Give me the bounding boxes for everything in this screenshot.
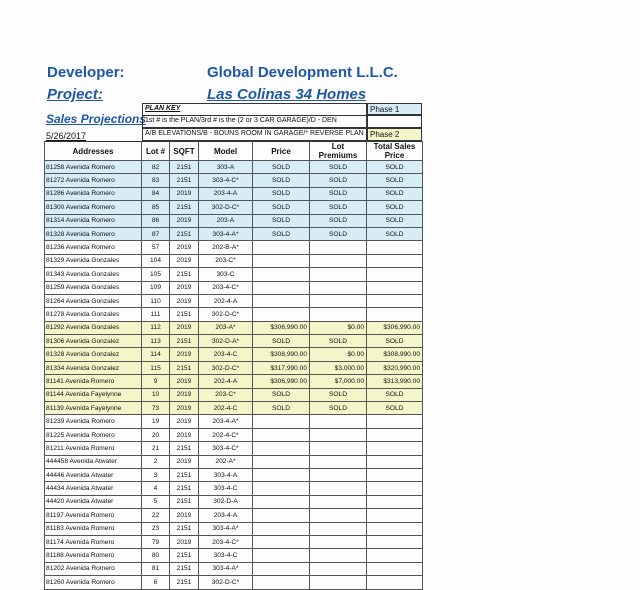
total-price-cell [367,562,423,575]
total-price-cell [367,468,423,481]
sqft-cell: 2151 [170,361,199,374]
address-cell: 81139 Avenida Fayelynne [45,402,142,415]
price-cell [253,415,310,428]
lot-premium-cell [310,308,367,321]
lot-premium-cell [310,535,367,548]
table-row [45,294,423,307]
address-cell: 444458 Avenida Atwater [45,455,142,468]
model-cell: 203-A* [199,321,253,334]
sqft-cell: 2151 [170,549,199,562]
table-row [45,375,423,388]
sqft-cell: 2019 [170,348,199,361]
lot-premium-cell [310,455,367,468]
price-cell [253,442,310,455]
sales-projections-title: Sales Projections [46,112,147,126]
lot-cell: 5 [142,495,170,508]
price-cell [253,455,310,468]
address-cell: 81343 Avenida Gonzales [45,268,142,281]
table-row [45,161,423,174]
lot-cell: 104 [142,254,170,267]
total-price-cell: SOLD [367,402,423,415]
sqft-cell: 2019 [170,402,199,415]
model-cell: 203-4-A* [199,415,253,428]
lot-cell: 57 [142,241,170,254]
table-row [45,482,423,495]
model-cell: 203-C* [199,254,253,267]
lot-cell: 110 [142,294,170,307]
lot-premium-cell: $0.00 [310,348,367,361]
table-row [45,522,423,535]
lot-cell: 10 [142,388,170,401]
price-cell: SOLD [253,187,310,200]
lot-cell: 109 [142,281,170,294]
address-cell: 81334 Avenida Gonzalez [45,361,142,374]
total-price-cell [367,415,423,428]
price-cell [253,294,310,307]
price-cell: $306,990.00 [253,321,310,334]
lot-premium-cell: SOLD [310,214,367,227]
table-row [45,187,423,200]
lot-cell: 9 [142,375,170,388]
price-cell [253,254,310,267]
lot-premium-cell: $3,000.00 [310,361,367,374]
model-cell: 203-C* [199,388,253,401]
lot-cell: 81 [142,562,170,575]
address-cell: 81225 Avenida Romero [45,428,142,441]
total-price-cell [367,254,423,267]
lot-cell: 3 [142,468,170,481]
developer-name: Global Development L.L.C. [207,64,398,81]
sqft-cell: 2151 [170,161,199,174]
table-row [45,174,423,187]
model-cell: 303-4-A* [199,562,253,575]
lot-cell: 87 [142,227,170,240]
price-cell: SOLD [253,174,310,187]
address-cell: 81183 Avenida Romero [45,522,142,535]
price-cell: SOLD [253,402,310,415]
total-price-cell [367,294,423,307]
lot-premium-cell [310,241,367,254]
lot-premium-cell [310,294,367,307]
model-cell: 302-D-C* [199,576,253,589]
table-row [45,549,423,562]
lot-cell: 114 [142,348,170,361]
sqft-cell: 2151 [170,482,199,495]
lot-premium-cell [310,281,367,294]
table-body [45,161,423,590]
address-cell: 81292 Avenida Gonzales [45,321,142,334]
lot-premium-cell [310,549,367,562]
col-header: Price [253,142,310,161]
plan-key-title: PLAN KEY [142,103,367,115]
table-row [45,415,423,428]
table-row [45,535,423,548]
lot-cell: 105 [142,268,170,281]
address-cell: 81202 Avenida Romero [45,562,142,575]
col-header: Lot # [142,142,170,161]
address-cell: 81174 Avenida Romero [45,535,142,548]
model-cell: 302-D-C* [199,201,253,214]
total-price-cell [367,308,423,321]
model-cell: 303-C [199,268,253,281]
model-cell: 303-4-C* [199,442,253,455]
address-cell: 81144 Avenida Fayelynne [45,388,142,401]
model-cell: 202-A* [199,455,253,468]
sqft-cell: 2019 [170,254,199,267]
price-cell [253,509,310,522]
lot-cell: 21 [142,442,170,455]
address-cell: 81286 Avenida Romero [45,187,142,200]
price-cell [253,428,310,441]
model-cell: 203-4-C* [199,535,253,548]
lot-cell: 84 [142,187,170,200]
sqft-cell: 2019 [170,388,199,401]
address-cell: 44434 Avenida Atwater [45,482,142,495]
lot-cell: 2 [142,455,170,468]
price-cell [253,268,310,281]
total-price-cell [367,535,423,548]
lot-premium-cell: SOLD [310,161,367,174]
lot-cell: 86 [142,214,170,227]
total-price-cell [367,495,423,508]
table-row [45,335,423,348]
lot-premium-cell: SOLD [310,174,367,187]
table-row [45,442,423,455]
lot-premium-cell: SOLD [310,227,367,240]
price-cell [253,576,310,589]
lot-premium-cell [310,562,367,575]
price-cell [253,535,310,548]
col-header: Model [199,142,253,161]
sqft-cell: 2151 [170,562,199,575]
sqft-cell: 2151 [170,468,199,481]
address-cell: 44420 Avenida Atwater [45,495,142,508]
total-price-cell [367,268,423,281]
lot-cell: 80 [142,549,170,562]
model-cell: 302-D-A [199,495,253,508]
lot-premium-cell [310,468,367,481]
sqft-cell: 2151 [170,576,199,589]
total-price-cell [367,522,423,535]
table-row [45,455,423,468]
address-cell: 81260 Avenida Romero [45,576,142,589]
total-price-cell: SOLD [367,335,423,348]
address-cell: 81264 Avenida Gonzales [45,294,142,307]
phase-1-legend: Phase 1 [367,103,422,115]
sqft-cell: 2151 [170,174,199,187]
address-cell: 81272 Avenida Romero [45,174,142,187]
total-price-cell: SOLD [367,227,423,240]
address-cell: 44446 Avenida Atwater [45,468,142,481]
address-cell: 81329 Avenida Gonzales [45,254,142,267]
lot-premium-cell: $0.00 [310,321,367,334]
sqft-cell: 2019 [170,281,199,294]
model-cell: 302-D-C* [199,361,253,374]
sqft-cell: 2019 [170,415,199,428]
lot-cell: 113 [142,335,170,348]
table-row [45,308,423,321]
sales-table [44,141,423,590]
price-cell: $317,990.00 [253,361,310,374]
model-cell: 302-D-C* [199,308,253,321]
table-row [45,348,423,361]
table-row [45,227,423,240]
lot-cell: 79 [142,535,170,548]
table-row [45,509,423,522]
model-cell: 303-4-C* [199,174,253,187]
lot-premium-cell: SOLD [310,402,367,415]
phase-2-legend: Phase 2 [367,128,422,141]
total-price-cell [367,482,423,495]
sqft-cell: 2019 [170,375,199,388]
total-price-cell [367,428,423,441]
address-cell: 81197 Avenida Romero [45,509,142,522]
address-cell: 81278 Avenida Gonzales [45,308,142,321]
sqft-cell: 2151 [170,442,199,455]
lot-premium-cell [310,509,367,522]
legend-spacer [367,115,422,128]
model-cell: 202-4-A [199,375,253,388]
table-row [45,562,423,575]
total-price-cell: $306,990.00 [367,321,423,334]
lot-cell: 19 [142,415,170,428]
sqft-cell: 2151 [170,308,199,321]
sqft-cell: 2151 [170,227,199,240]
lot-cell: 83 [142,174,170,187]
table-header [45,142,423,161]
lot-premium-cell [310,268,367,281]
col-header: Lot Premiums [310,142,367,161]
model-cell: 202-B-A* [199,241,253,254]
model-cell: 302-D-A* [199,335,253,348]
price-cell: SOLD [253,335,310,348]
address-cell: 81259 Avenida Gonzales [45,281,142,294]
model-cell: 303-4-A* [199,227,253,240]
col-header: Addresses [45,142,142,161]
price-cell [253,308,310,321]
lot-premium-cell [310,495,367,508]
table-row [45,254,423,267]
sqft-cell: 2019 [170,455,199,468]
total-price-cell [367,442,423,455]
project-label: Project: [47,86,103,103]
total-price-cell: $308,990.00 [367,348,423,361]
lot-cell: 23 [142,522,170,535]
lot-premium-cell [310,415,367,428]
table-row [45,268,423,281]
sqft-cell: 2019 [170,535,199,548]
table-row [45,361,423,374]
price-cell: $308,990.00 [253,348,310,361]
col-header: Total Sales Price [367,142,423,161]
model-cell: 202-4-C [199,402,253,415]
price-cell [253,495,310,508]
lot-premium-cell [310,254,367,267]
sqft-cell: 2019 [170,241,199,254]
total-price-cell: SOLD [367,214,423,227]
total-price-cell: SOLD [367,161,423,174]
model-cell: 303-4-C [199,482,253,495]
table-row [45,468,423,481]
table-row [45,281,423,294]
address-cell: 81239 Avenida Romero [45,415,142,428]
lot-cell: 115 [142,361,170,374]
table-row [45,201,423,214]
lot-premium-cell [310,428,367,441]
plan-key-line-1: 1st # is the PLAN/3rd # is the (2 or 3 CAR GARAGE)/D - DEN [142,115,367,128]
sqft-cell: 2019 [170,321,199,334]
model-cell: 303-4-A* [199,522,253,535]
price-cell [253,522,310,535]
model-cell: 202-4-C* [199,428,253,441]
sqft-cell: 2019 [170,294,199,307]
model-cell: 203-4-A [199,509,253,522]
table-row [45,214,423,227]
lot-cell: 82 [142,161,170,174]
total-price-cell [367,576,423,589]
address-cell: 81328 Avenida Romero [45,227,142,240]
table-row [45,576,423,589]
total-price-cell [367,241,423,254]
price-cell: $306,990.00 [253,375,310,388]
sqft-cell: 2019 [170,509,199,522]
table-row [45,388,423,401]
table-row [45,241,423,254]
col-header: SQFT [170,142,199,161]
total-price-cell: SOLD [367,187,423,200]
price-cell: SOLD [253,227,310,240]
address-cell: 81188 Avenida Romero [45,549,142,562]
price-cell: SOLD [253,388,310,401]
price-cell [253,468,310,481]
lot-premium-cell [310,522,367,535]
address-cell: 81300 Avenida Romero [45,201,142,214]
lot-premium-cell [310,442,367,455]
table-row [45,321,423,334]
lot-cell: 22 [142,509,170,522]
lot-cell: 20 [142,428,170,441]
table-row [45,428,423,441]
project-name: Las Colinas 34 Homes [207,86,367,103]
table-row [45,402,423,415]
lot-premium-cell: SOLD [310,201,367,214]
address-cell: 81236 Avenida Romero [45,241,142,254]
model-cell: 303-A [199,161,253,174]
lot-premium-cell [310,482,367,495]
total-price-cell [367,549,423,562]
total-price-cell [367,509,423,522]
total-price-cell: SOLD [367,388,423,401]
lot-cell: 85 [142,201,170,214]
price-cell: SOLD [253,161,310,174]
model-cell: 203-A [199,214,253,227]
price-cell [253,562,310,575]
address-cell: 81211 Avenida Romero [45,442,142,455]
sqft-cell: 2151 [170,335,199,348]
model-cell: 303-4-A [199,468,253,481]
lot-cell: 6 [142,576,170,589]
lot-cell: 112 [142,321,170,334]
total-price-cell [367,281,423,294]
lot-cell: 4 [142,482,170,495]
sqft-cell: 2019 [170,428,199,441]
lot-cell: 111 [142,308,170,321]
total-price-cell: $313,990.00 [367,375,423,388]
price-cell: SOLD [253,201,310,214]
total-price-cell: SOLD [367,174,423,187]
table-row [45,495,423,508]
price-cell: SOLD [253,214,310,227]
address-cell: 81258 Avenida Romero [45,161,142,174]
lot-premium-cell: SOLD [310,187,367,200]
model-cell: 203-4-C [199,348,253,361]
sqft-cell: 2151 [170,495,199,508]
model-cell: 203-4-A [199,187,253,200]
address-cell: 81328 Avenida Gonzalez [45,348,142,361]
report-date: 5/26/2017 [46,131,87,141]
price-cell [253,482,310,495]
price-cell [253,281,310,294]
total-price-cell: SOLD [367,201,423,214]
sqft-cell: 2151 [170,201,199,214]
sqft-cell: 2151 [170,522,199,535]
address-cell: 81141 Avenida Romero [45,375,142,388]
developer-label: Developer: [47,64,125,81]
price-cell [253,241,310,254]
total-price-cell [367,455,423,468]
price-cell [253,549,310,562]
model-cell: 303-4-C [199,549,253,562]
lot-cell: 73 [142,402,170,415]
lot-premium-cell: SOLD [310,388,367,401]
plan-key-line-2: A/B ELEVATIONS/B - BOUNS ROOM IN GARAGE/* REVERSE PLAN [142,128,367,141]
sqft-cell: 2019 [170,187,199,200]
lot-premium-cell: $7,000.00 [310,375,367,388]
sqft-cell: 2151 [170,268,199,281]
model-cell: 202-4-A [199,294,253,307]
lot-premium-cell [310,576,367,589]
sqft-cell: 2019 [170,214,199,227]
model-cell: 203-4-C* [199,281,253,294]
lot-premium-cell: SOLD [310,335,367,348]
address-cell: 81314 Avenida Romero [45,214,142,227]
address-cell: 81306 Avenida Gonzalez [45,335,142,348]
total-price-cell: $320,990.00 [367,361,423,374]
